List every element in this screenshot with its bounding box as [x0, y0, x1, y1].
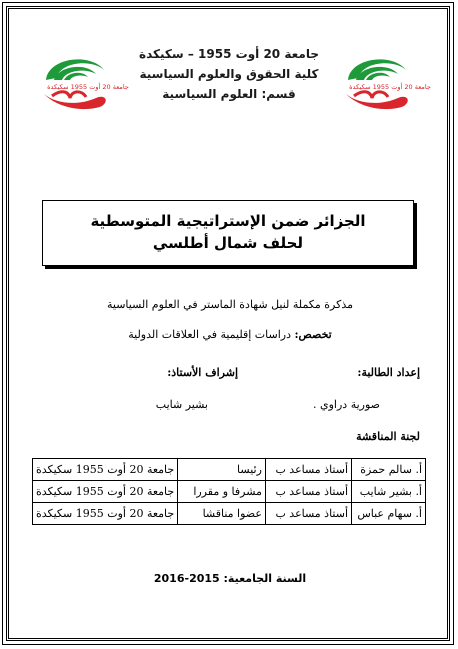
student-name: صورية دراوي . [313, 398, 380, 411]
logo-text: جامعة 20 أوت 1955 سكيكدة [349, 83, 431, 91]
member-role: رئيسا [178, 459, 266, 481]
institution-header [120, 44, 338, 104]
table-row [33, 481, 426, 503]
thesis-title-line2: لحلف شمال أطلسي [152, 234, 304, 252]
member-role: عضوا مناقشا [178, 503, 266, 525]
member-name: أ. سهام عباس [352, 503, 426, 525]
student-label: إعداد الطالبة: [357, 366, 420, 379]
member-rank: أستاذ مساعد ب [265, 503, 351, 525]
department-name: قسم: العلوم السياسية [162, 87, 296, 101]
specialization-value: دراسات إقليمية في العلاقات الدولية [128, 328, 291, 341]
member-name: أ. سالم حمزة [352, 459, 426, 481]
member-name: أ. بشير شايب [352, 481, 426, 503]
supervisor-label: إشراف الأستاذ: [167, 366, 238, 379]
table-row [33, 503, 426, 525]
table-row [33, 459, 426, 481]
member-rank: أستاذ مساعد ب [265, 459, 351, 481]
faculty-name: كلية الحقوق والعلوم السياسية [139, 67, 319, 81]
thesis-subtitle: مذكرة مكملة لنيل شهادة الماستر في العلوم السياسية [106, 298, 354, 311]
logo-text: جامعة 20 أوت 1955 سكيكدة [47, 83, 129, 91]
thesis-title-box [42, 200, 414, 266]
university-name: جامعة 20 أوت 1955 – سكيكدة [139, 47, 319, 61]
university-logo-right [340, 50, 431, 112]
member-institution: جامعة 20 أوت 1955 سكيكدة [33, 503, 178, 525]
member-role: مشرفا و مقررا [178, 481, 266, 503]
member-institution: جامعة 20 أوت 1955 سكيكدة [33, 459, 178, 481]
university-logo-left [38, 50, 129, 112]
member-institution: جامعة 20 أوت 1955 سكيكدة [33, 481, 178, 503]
specialization-label: تخصص: [294, 328, 332, 341]
academic-year: السنة الجامعية: 2015-2016 [153, 572, 307, 585]
committee-label: لجنة المناقشة [356, 430, 420, 443]
thesis-title-line1: الجزائر ضمن الإستراتيجية المتوسطية [90, 212, 366, 230]
member-rank: أستاذ مساعد ب [265, 481, 351, 503]
supervisor-name: بشير شايب [155, 398, 208, 411]
committee-table [32, 458, 426, 525]
specialization [40, 328, 420, 341]
